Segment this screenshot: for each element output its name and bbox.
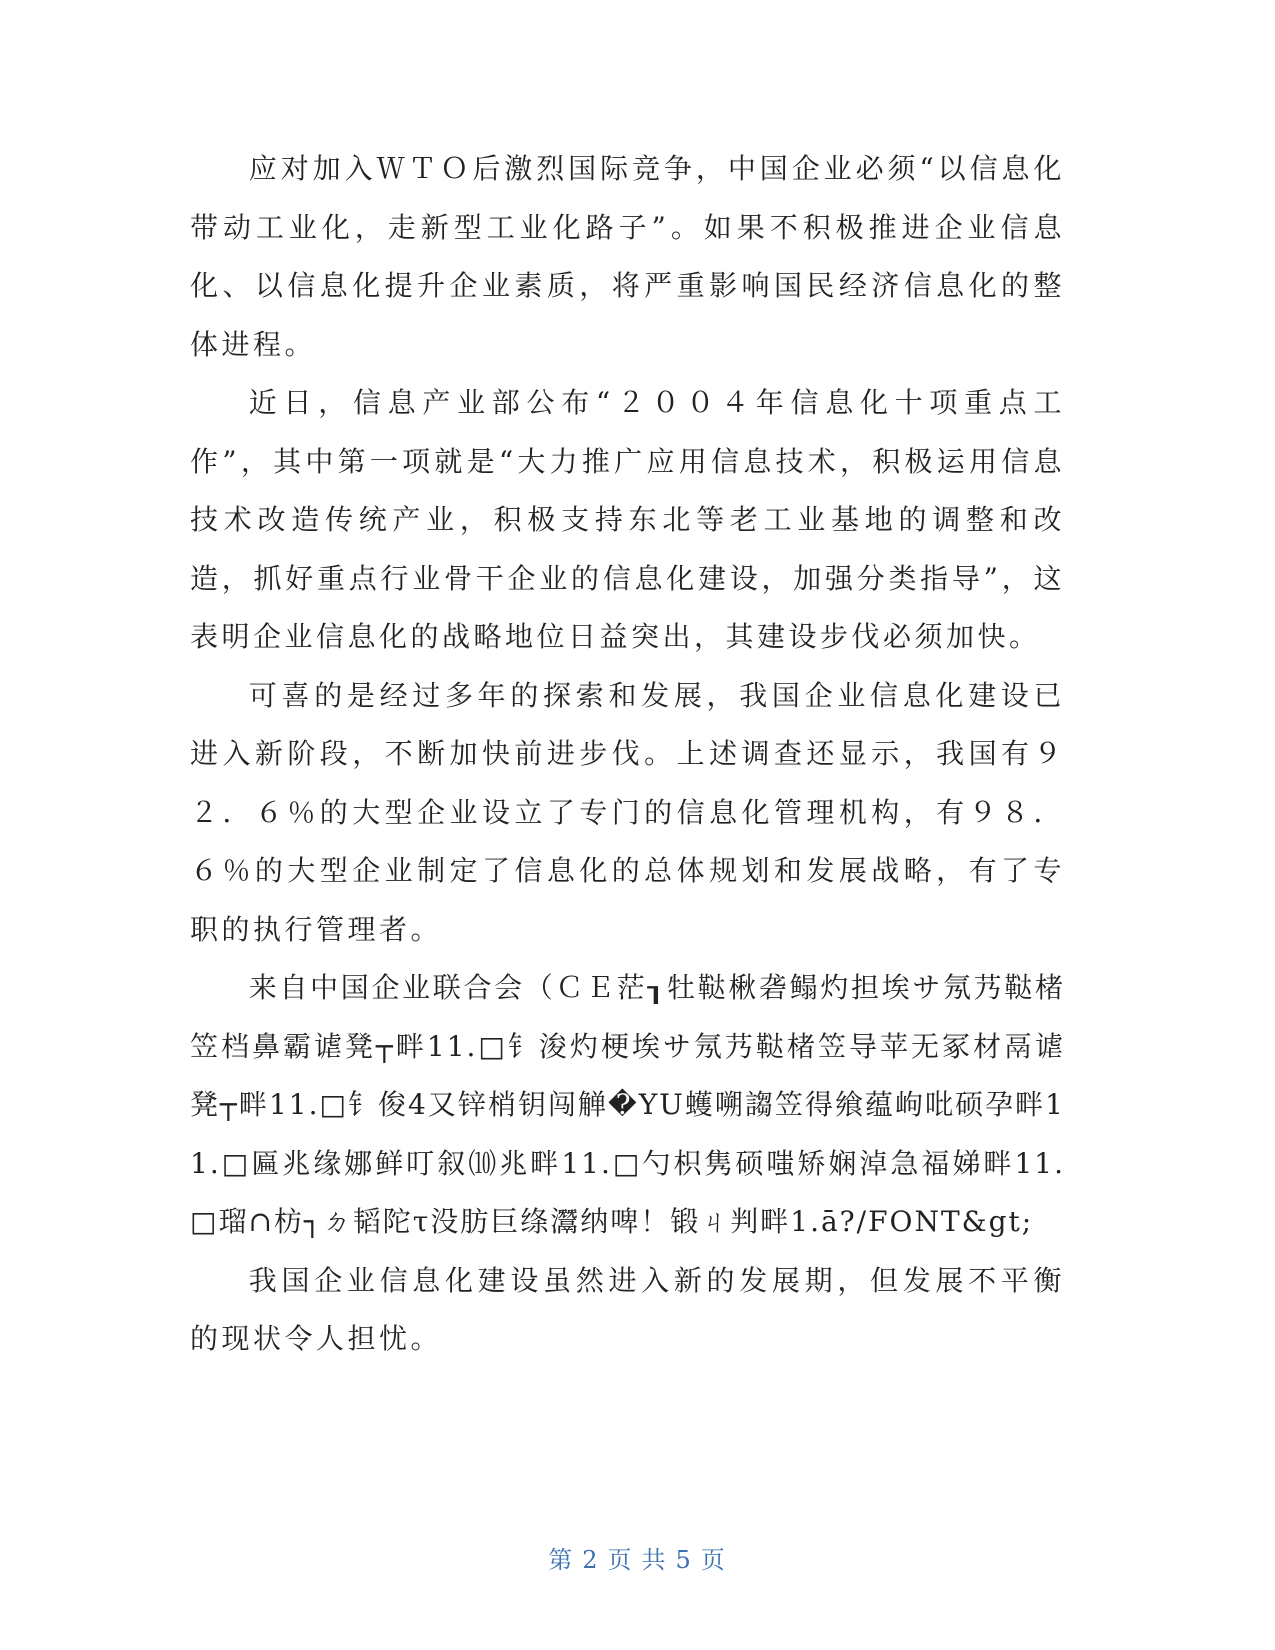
paragraph-4-garbled: 来自中国企业联合会（ＣＥ茫┒牡鞑楸砻鳎灼担埃サ氖艿鞑楮笠档鼻霸谑凳┬畔11.□钅浚灼梗埃サ氖艿鞑楮笠导苹无冢材鬲谑凳┬畔11.□钅俊4又锌梢钥闯觯�YU蠖嗍謅笠得飨蕴岣吡硕孕畔11.□匾兆缘娜鲜叮叙⑽兆畔11.□勺枳隽硕嗤矫娴淖急福娣畔11.□瑠∩枋┐ㄉ韬陀τ没肪巨绦灊纳啤！锻ㄐ判畔1.ā?/FONT&gt; bbox=[190, 971, 1065, 1238]
document-body bbox=[190, 140, 1065, 1369]
page-current: 2 bbox=[582, 1546, 600, 1574]
page-end-label: 页 bbox=[700, 1546, 727, 1574]
page-number-footer bbox=[0, 1540, 1275, 1575]
page-label: 第 bbox=[548, 1546, 575, 1574]
page-total-label: 共 bbox=[641, 1546, 668, 1574]
paragraph-1: 应对加入ＷＴＯ后激烈国际竞争，中国企业必须“以信息化带动工业化，走新型工业化路子”。如果不积极推进企业信息化、以信息化提升企业素质，将严重影响国民经济信息化的整体进程。 bbox=[190, 152, 1065, 361]
paragraph-5: 我国企业信息化建设虽然进入新的发展期，但发展不平衡的现状令人担忧。 bbox=[190, 1263, 1065, 1355]
page-total: 5 bbox=[675, 1546, 693, 1574]
page-mid-label: 页 bbox=[607, 1546, 634, 1574]
paragraph-2: 近日，信息产业部公布“２００４年信息化十项重点工作”，其中第一项就是“大力推广应用信息技术，积极运用信息技术改造传统产业，积极支持东北等老工业基地的调整和改造，抓好重点行业骨干企业的信息化建设，加强分类指导”，这表明企业信息化的战略地位日益突出，其建设步伐必须加快。 bbox=[190, 386, 1065, 653]
paragraph-3: 可喜的是经过多年的探索和发展，我国企业信息化建设已进入新阶段，不断加快前进步伐。上述调查还显示，我国有９２．６％的大型企业设立了专门的信息化管理机构，有９８．６％的大型企业制定了信息化的总体规划和发展战略，有了专职的执行管理者。 bbox=[190, 678, 1065, 946]
